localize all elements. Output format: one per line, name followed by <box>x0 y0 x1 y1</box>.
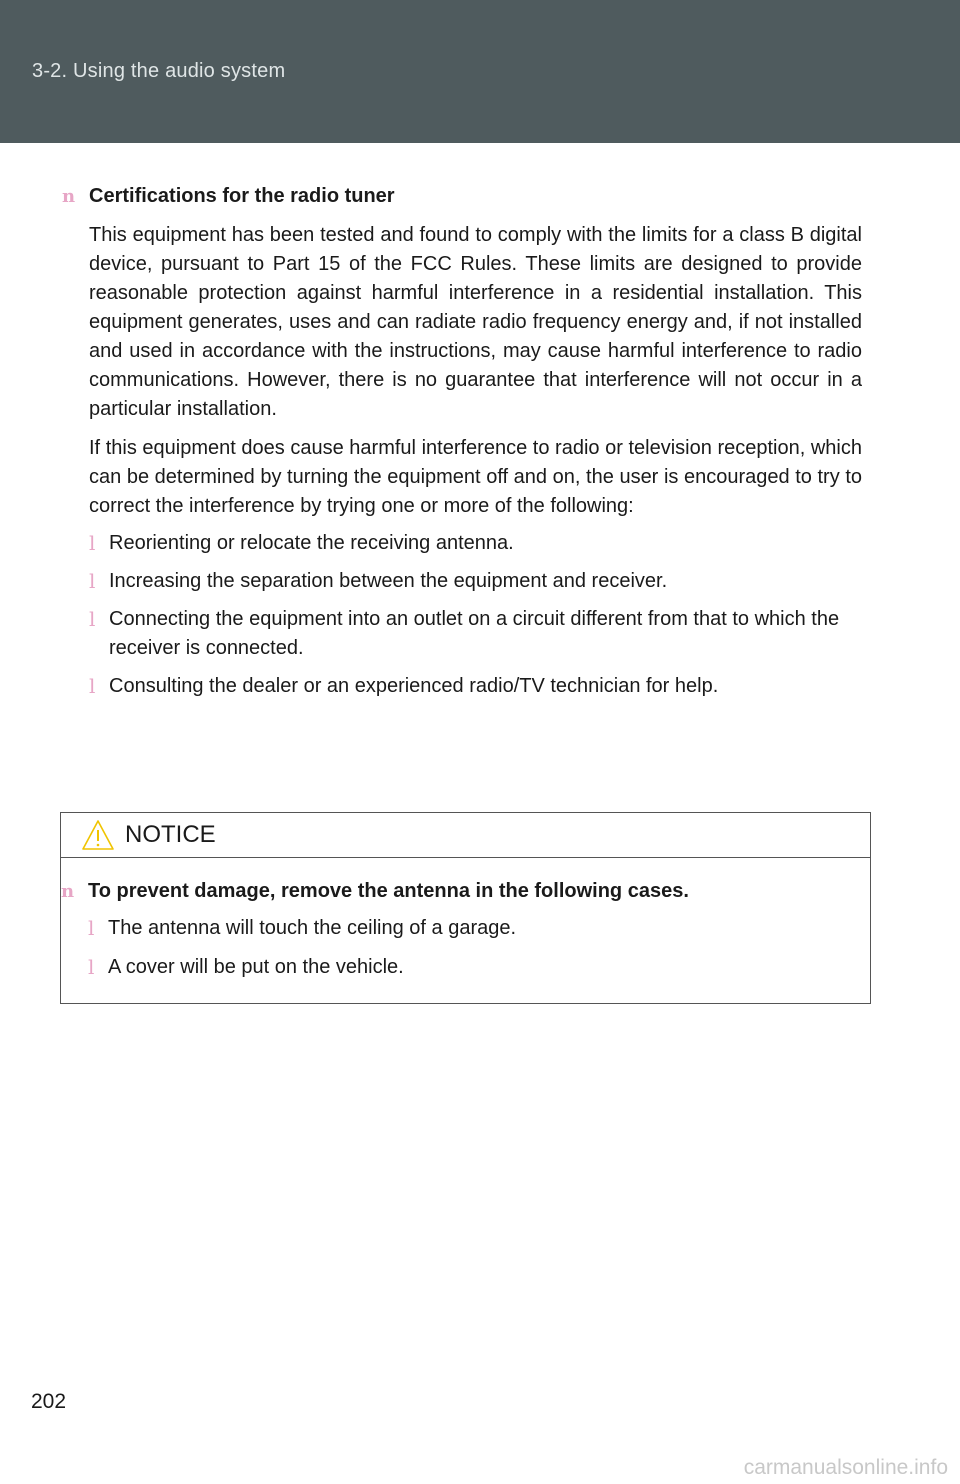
notice-bullet-icon: n <box>61 881 75 902</box>
list-item-text: Consulting the dealer or an experienced radio/TV technician for help. <box>109 675 719 697</box>
certifications-heading: Certifications for the radio tuner <box>89 185 395 207</box>
notice-body <box>61 858 870 982</box>
watermark: carmanualsonline.info <box>743 1456 948 1479</box>
list-bullet-icon: l <box>88 955 95 979</box>
list-item-text: The antenna will touch the ceiling of a garage. <box>108 917 517 939</box>
list-item <box>89 672 862 701</box>
list-bullet-icon: l <box>89 531 96 555</box>
remedy-list <box>89 529 862 701</box>
certifications-heading-row <box>62 182 862 211</box>
section-bullet-icon: n <box>62 186 76 207</box>
notice-box <box>60 812 871 1004</box>
page-number: 202 <box>31 1390 67 1413</box>
list-item <box>89 529 862 558</box>
notice-header <box>61 813 870 858</box>
list-item <box>88 953 870 982</box>
list-item <box>89 605 862 663</box>
list-item-text: A cover will be put on the vehicle. <box>108 956 404 978</box>
warning-triangle-icon <box>81 818 115 852</box>
list-item-text: Connecting the equipment into an outlet on a circuit different from that to which the receiver is connected. <box>109 608 840 659</box>
list-bullet-icon: l <box>89 569 96 593</box>
list-bullet-icon: l <box>88 916 95 940</box>
main-content <box>62 182 862 710</box>
certifications-paragraph-2: If this equipment does cause harmful interference to radio or television reception, which can be determined by turning the equipment off and on, the user is encouraged to try to correct the interference by trying one or more of the following: <box>89 437 862 517</box>
notice-heading: To prevent damage, remove the antenna in the following cases. <box>88 880 689 902</box>
notice-heading-row <box>61 877 870 906</box>
certifications-paragraph-1: This equipment has been tested and found to comply with the limits for a class B digital device, pursuant to Part 15 of the FCC Rules. These limits are designed to provide reasonable protection against harmful interference in a residential installation. This equipment generates, uses and can radiate radio frequency energy and, if not installed and used in accordance with the instructions, may cause harmful interference to radio communications. However, there is no guarantee that interference will not occur in a particular installation. <box>89 224 862 420</box>
page-header-bar <box>0 0 960 143</box>
list-bullet-icon: l <box>89 674 96 698</box>
section-title: 3-2. Using the audio system <box>32 60 286 82</box>
notice-title: NOTICE <box>125 821 216 848</box>
list-item-text: Increasing the separation between the equipment and receiver. <box>109 570 668 592</box>
list-item <box>89 567 862 596</box>
notice-list <box>88 914 870 982</box>
list-bullet-icon: l <box>89 607 96 631</box>
list-item <box>88 914 870 943</box>
list-item-text: Reorienting or relocate the receiving antenna. <box>109 532 514 554</box>
